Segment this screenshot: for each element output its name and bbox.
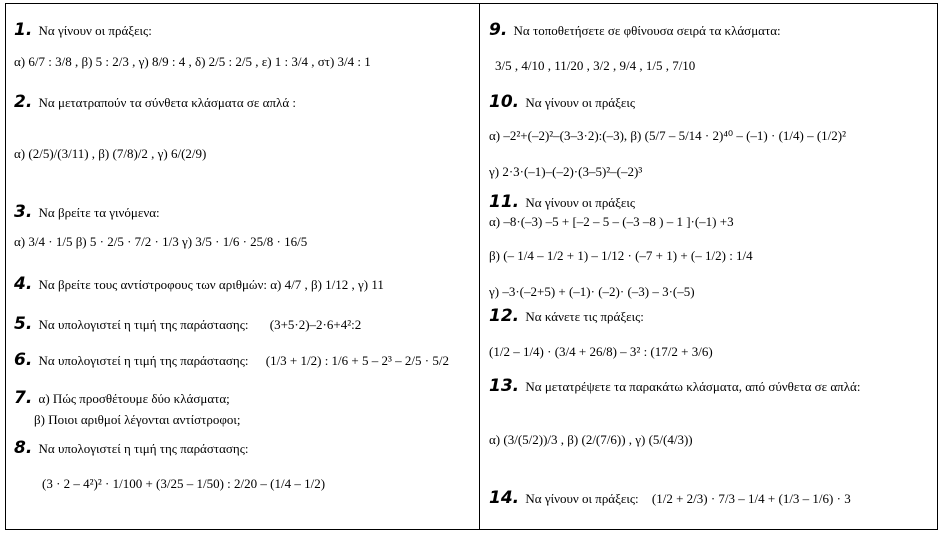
exercise-expression: (1/2 + 2/3) · 7/3 – 1/4 + (1/3 – 1/6) · 3 — [651, 491, 851, 506]
exercise-3 — [14, 204, 160, 221]
exercise-number: 2. — [14, 92, 33, 112]
exercise-title: Να υπολογιστεί η τιμή της παράστασης: — [38, 353, 249, 368]
exercise-title: Να υπολογιστεί η τιμή της παράστασης: — [38, 317, 249, 332]
exercise-9 — [489, 22, 781, 39]
exercise-title: Να μετατραπούν τα σύνθετα κλάσματα σε απλά : — [38, 95, 296, 110]
exercise-number: 1. — [14, 20, 33, 40]
exercise-9-line: 3/5 , 4/10 , 11/20 , 3/2 , 9/4 , 1/5 , 7/10 — [495, 58, 696, 73]
exercise-expression: (3+5·2)–2·6+4²:2 — [269, 317, 362, 332]
exercise-title: Να γίνουν οι πράξεις: — [38, 23, 152, 38]
exercise-title: Να γίνουν οι πράξεις: — [525, 491, 639, 506]
exercise-title: Να κάνετε τις πράξεις: — [525, 309, 644, 324]
exercise-number: 4. — [14, 274, 33, 294]
exercise-11-line-c: γ) –3·(–2+5) + (–1)· (–2)· (–3) – 3·(–5) — [489, 284, 695, 299]
exercise-title: Να γίνουν οι πράξεις — [525, 95, 636, 110]
exercise-8 — [14, 440, 248, 457]
exercise-8-line: (3 · 2 – 4²)² · 1/100 + (3/25 – 1/50) : 2/20 – (1/4 – 1/2) — [42, 476, 326, 491]
exercise-title: Να υπολογιστεί η τιμή της παράστασης: — [38, 441, 249, 456]
exercise-1-line: α) 6/7 : 3/8 , β) 5 : 2/3 , γ) 8/9 : 4 , δ) 2/5 : 2/5 , ε) 1 : 3/4 , στ) 3/4 : 1 — [14, 54, 371, 69]
exercise-title: α) Πώς προσθέτουμε δύο κλάσματα; — [38, 391, 230, 406]
exercise-number: 9. — [489, 20, 508, 40]
exercise-10 — [489, 94, 635, 111]
exercise-title: Να βρείτε τους αντίστροφους των αριθμών: α) 4/7 , β) 1/12 , γ) 11 — [38, 277, 384, 292]
exercise-number: 14. — [489, 488, 520, 508]
exercise-title: Να τοποθετήσετε σε φθίνουσα σειρά τα κλάσματα: — [513, 23, 781, 38]
exercise-2-line: α) (2/5)/(3/11) , β) (7/8)/2 , γ) 6/(2/9) — [14, 146, 207, 161]
exercise-number: 3. — [14, 202, 33, 222]
exercise-11 — [489, 194, 635, 211]
exercise-number: 13. — [489, 376, 520, 396]
exercise-number: 8. — [14, 438, 33, 458]
exercise-7 — [14, 390, 230, 407]
exercise-expression: (1/3 + 1/2) : 1/6 + 5 – 2³ – 2/5 · 5/2 — [265, 353, 449, 368]
exercise-11-line-b: β) (– 1/4 – 1/2 + 1) – 1/12 · (–7 + 1) + (– 1/2) : 1/4 — [489, 248, 753, 263]
column-divider — [479, 3, 480, 530]
exercise-3-line: α) 3/4 · 1/5 β) 5 · 2/5 · 7/2 · 1/3 γ) 3/5 · 1/6 · 25/8 · 16/5 — [14, 234, 308, 249]
exercise-5 — [14, 316, 361, 333]
exercise-title: Να μετατρέψετε τα παρακάτω κλάσματα, από σύνθετα σε απλά: — [525, 379, 861, 394]
exercise-title: Να γίνουν οι πράξεις — [525, 195, 636, 210]
exercise-number: 6. — [14, 350, 33, 370]
exercise-6 — [14, 352, 449, 369]
exercise-7-line: β) Ποιοι αριθμοί λέγονται αντίστροφοι; — [34, 412, 241, 427]
exercise-number: 11. — [489, 192, 520, 212]
exercise-10-line-b: γ) 2·3·(–1)–(–2)·(3–5)²–(–2)³ — [489, 164, 643, 179]
exercise-13 — [489, 378, 860, 395]
exercise-number: 10. — [489, 92, 520, 112]
exercise-14 — [489, 490, 851, 507]
exercise-1 — [14, 22, 152, 39]
exercise-12-line: (1/2 – 1/4) · (3/4 + 26/8) – 3² : (17/2 + 3/6) — [489, 344, 713, 359]
exercise-number: 12. — [489, 306, 520, 326]
exercise-2 — [14, 94, 296, 111]
exercise-number: 7. — [14, 388, 33, 408]
exercise-4 — [14, 276, 384, 293]
exercise-title: Να βρείτε τα γινόμενα: — [38, 205, 160, 220]
exercise-12 — [489, 308, 644, 325]
exercise-11-line-a: α) –8·(–3) –5 + [–2 – 5 – (–3 –8 ) – 1 ]·(–1) +3 — [489, 214, 734, 229]
exercise-number: 5. — [14, 314, 33, 334]
exercise-13-line: α) (3/(5/2))/3 , β) (2/(7/6)) , γ) (5/(4/3)) — [489, 432, 693, 447]
exercise-10-line-a: α) –2²+(–2)²–(3–3·2):(–3), β) (5/7 – 5/14 · 2)⁴⁰ – (–1) · (1/4) – (1/2)² — [489, 128, 847, 143]
